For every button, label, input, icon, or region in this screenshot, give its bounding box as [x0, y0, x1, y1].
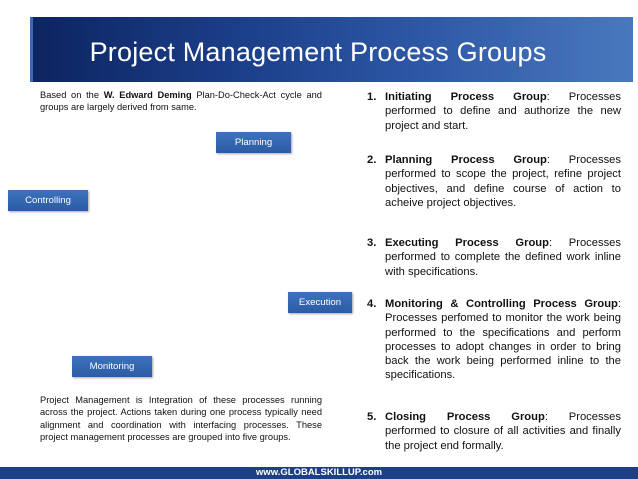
outro-text: Project Management is Integration of these processes running across the project. Actions taken during one process typically need alignment and coordination with interfacing processes. These project management processes are grouped into five groups.: [40, 395, 322, 442]
intro-highlight: W. Edward Deming: [103, 90, 192, 100]
process-group-item: [367, 410, 621, 453]
cycle-tag-controlling: Controlling: [8, 190, 88, 211]
process-group-item: [367, 153, 621, 210]
intro-suffix: Plan-Do-Check-Act cycle and groups are largely derived from same.: [40, 90, 322, 112]
title-banner: [33, 17, 633, 82]
footer-bar: [0, 467, 638, 479]
process-group-item: [367, 90, 621, 133]
process-group-description: : Processes performed to closure of all activities and finally the project end formally.: [385, 411, 621, 452]
process-group-number: 1.: [367, 91, 377, 103]
cycle-tag-execution: Execution: [288, 292, 352, 313]
process-group-name: Closing Process Group: [385, 411, 545, 423]
process-group-number: 2.: [367, 154, 377, 166]
process-group-description: : Processes performed to scope the project, refine project objectives, and define course of action to acheive project objectives.: [385, 154, 622, 209]
process-group-item: [367, 236, 621, 279]
process-group-item: [367, 297, 621, 383]
intro-prefix: Based on the: [40, 90, 100, 100]
process-group-number: 5.: [367, 411, 377, 423]
process-group-number: 3.: [367, 237, 377, 249]
process-group-description: : Processes performed to define and authorize the new project and start.: [385, 91, 621, 132]
process-group-name: Planning Process Group: [385, 154, 547, 166]
intro-text: [40, 89, 322, 113]
cycle-tag-planning: Planning: [216, 132, 291, 153]
slide-title: Project Management Process Groups: [89, 37, 547, 67]
cycle-tag-monitoring: Monitoring: [72, 356, 152, 377]
process-group-name: Initiating Process Group: [385, 91, 547, 103]
process-group-description: : Processes perfomed to monitor the work being performed to the specifications and perform processes to adopt changes in order to bring back the work being performed inline to the specifications.: [385, 298, 621, 382]
process-group-description: : Processes performed to complete the defined work inline with specifications.: [385, 237, 621, 278]
process-group-number: 4.: [367, 298, 377, 310]
footer-website[interactable]: www.GLOBALSKILLUP.com: [255, 467, 383, 478]
process-group-name: Executing Process Group: [385, 237, 549, 249]
process-group-name: Monitoring & Controlling Process Group: [385, 298, 618, 310]
